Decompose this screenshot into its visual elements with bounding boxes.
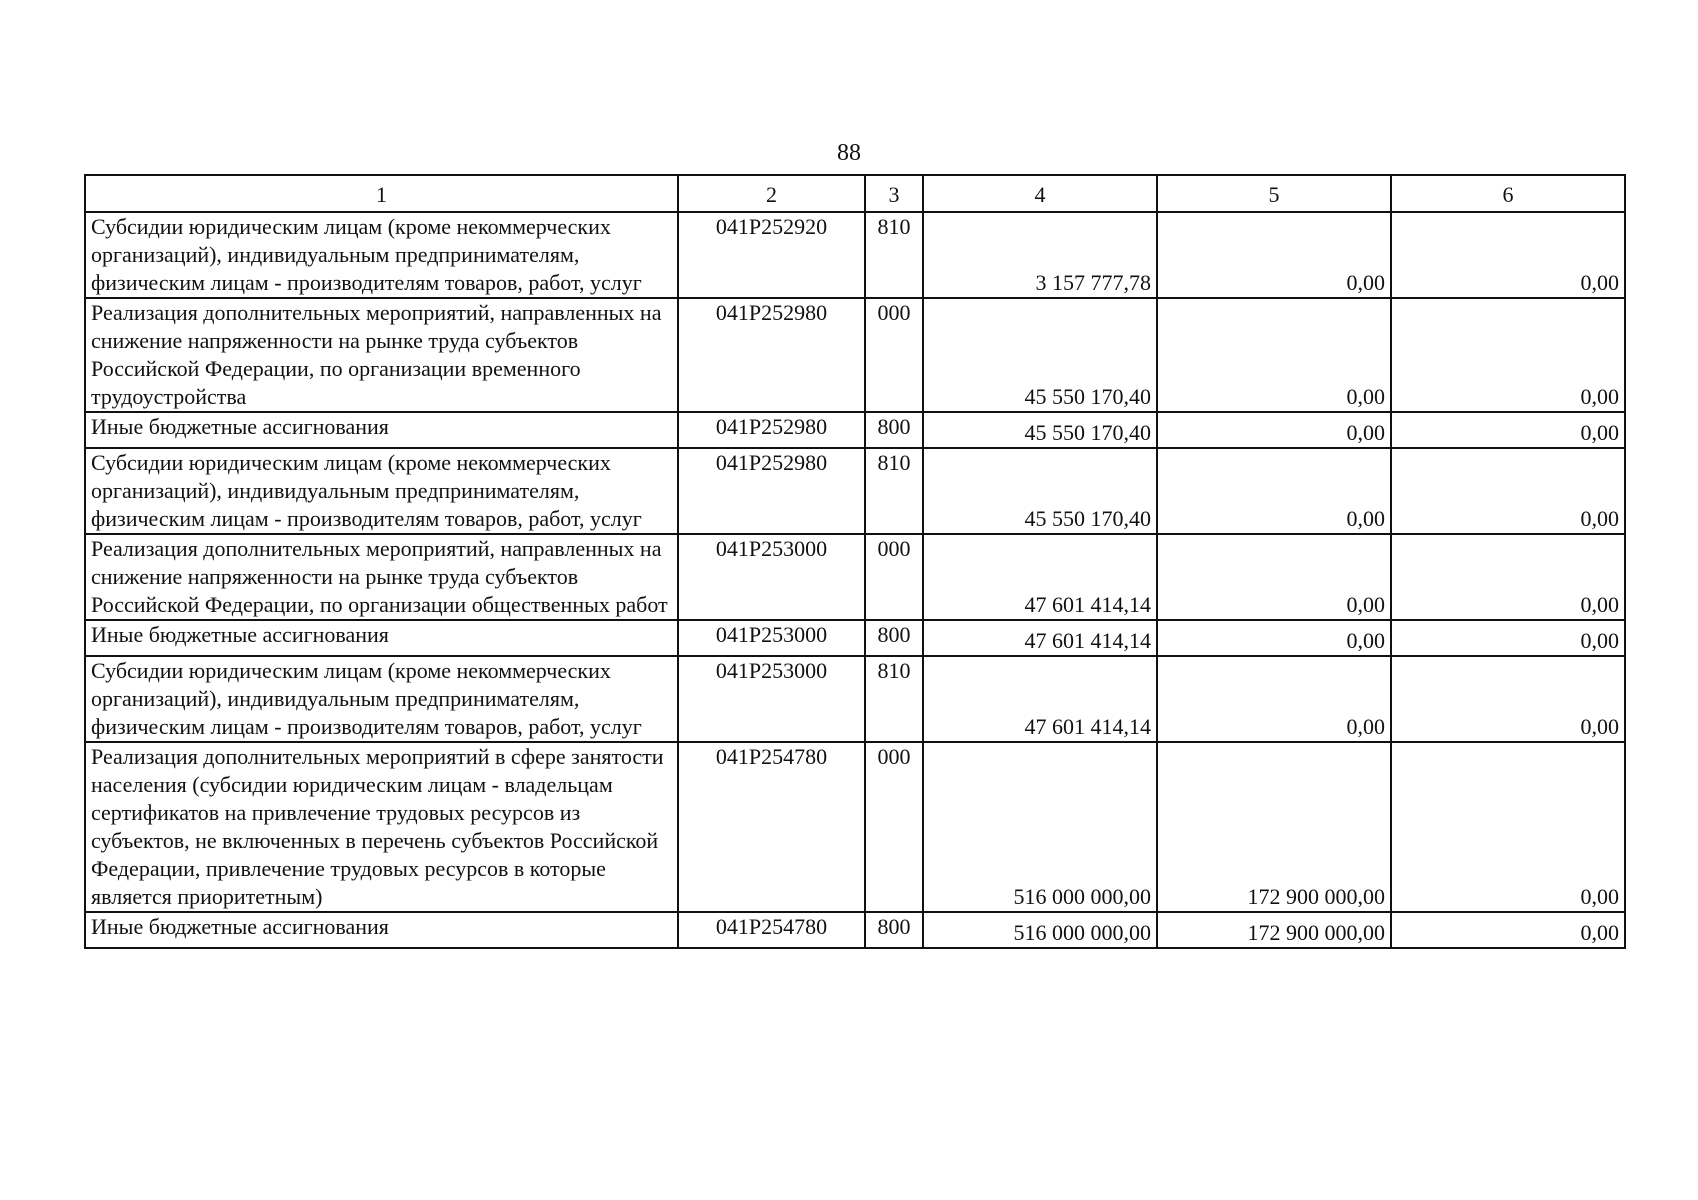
row-name: Реализация дополнительных мероприятий в сфере занятости населения (субсидии юридическим лицам - владельцам сертификатов на привлечение трудовых ресурсов из субъектов, не включенных в перечень субъектов Российской Федерации, привлечение трудовых ресурсов в которые является приоритетным) — [85, 742, 678, 912]
row-type: 800 — [865, 912, 923, 948]
column-header-5: 5 — [1157, 175, 1391, 212]
row-value-6: 0,00 — [1391, 620, 1625, 656]
row-value-6: 0,00 — [1391, 212, 1625, 298]
row-value-5: 0,00 — [1157, 620, 1391, 656]
row-type: 810 — [865, 448, 923, 534]
row-type: 000 — [865, 742, 923, 912]
row-value-6: 0,00 — [1391, 298, 1625, 412]
row-code: 041P253000 — [678, 620, 865, 656]
row-name: Реализация дополнительных мероприятий, направленных на снижение напряженности на рынке труда субъектов Российской Федерации, по организации общественных работ — [85, 534, 678, 620]
header-row — [85, 175, 1625, 212]
row-value-5: 0,00 — [1157, 534, 1391, 620]
row-type: 800 — [865, 620, 923, 656]
row-value-5: 172 900 000,00 — [1157, 742, 1391, 912]
column-header-4: 4 — [923, 175, 1157, 212]
row-value-5: 0,00 — [1157, 298, 1391, 412]
table-row — [85, 534, 1625, 620]
row-value-6: 0,00 — [1391, 412, 1625, 448]
row-name: Субсидии юридическим лицам (кроме некоммерческих организаций), индивидуальным предпринимателям, физическим лицам - производителям товаров, работ, услуг — [85, 656, 678, 742]
row-value-4: 45 550 170,40 — [923, 298, 1157, 412]
table-row — [85, 212, 1625, 298]
row-code: 041P252980 — [678, 448, 865, 534]
row-code: 041P253000 — [678, 656, 865, 742]
row-name: Субсидии юридическим лицам (кроме некоммерческих организаций), индивидуальным предпринимателям, физическим лицам - производителям товаров, работ, услуг — [85, 448, 678, 534]
row-type: 810 — [865, 656, 923, 742]
table-row — [85, 656, 1625, 742]
row-code: 041P253000 — [678, 534, 865, 620]
row-code: 041P254780 — [678, 912, 865, 948]
row-value-6: 0,00 — [1391, 912, 1625, 948]
row-type: 810 — [865, 212, 923, 298]
table-row — [85, 620, 1625, 656]
table-row — [85, 912, 1625, 948]
row-value-5: 0,00 — [1157, 412, 1391, 448]
row-value-4: 45 550 170,40 — [923, 448, 1157, 534]
row-value-5: 0,00 — [1157, 448, 1391, 534]
column-header-3: 3 — [865, 175, 923, 212]
row-name: Иные бюджетные ассигнования — [85, 412, 678, 448]
column-header-6: 6 — [1391, 175, 1625, 212]
row-name: Иные бюджетные ассигнования — [85, 620, 678, 656]
row-value-6: 0,00 — [1391, 656, 1625, 742]
row-code: 041P254780 — [678, 742, 865, 912]
row-type: 000 — [865, 534, 923, 620]
table-row — [85, 742, 1625, 912]
row-code: 041P252980 — [678, 412, 865, 448]
row-name: Реализация дополнительных мероприятий, направленных на снижение напряженности на рынке труда субъектов Российской Федерации, по организации временного трудоустройства — [85, 298, 678, 412]
budget-table — [84, 174, 1626, 949]
row-value-4: 516 000 000,00 — [923, 912, 1157, 948]
row-value-4: 45 550 170,40 — [923, 412, 1157, 448]
row-name: Субсидии юридическим лицам (кроме некоммерческих организаций), индивидуальным предпринимателям, физическим лицам - производителям товаров, работ, услуг — [85, 212, 678, 298]
row-type: 000 — [865, 298, 923, 412]
column-header-1: 1 — [85, 175, 678, 212]
row-value-5: 172 900 000,00 — [1157, 912, 1391, 948]
row-value-4: 47 601 414,14 — [923, 656, 1157, 742]
row-value-4: 47 601 414,14 — [923, 620, 1157, 656]
row-type: 800 — [865, 412, 923, 448]
row-value-4: 516 000 000,00 — [923, 742, 1157, 912]
table-row — [85, 448, 1625, 534]
row-value-5: 0,00 — [1157, 212, 1391, 298]
column-header-2: 2 — [678, 175, 865, 212]
row-value-6: 0,00 — [1391, 742, 1625, 912]
row-name: Иные бюджетные ассигнования — [85, 912, 678, 948]
row-code: 041P252980 — [678, 298, 865, 412]
row-value-6: 0,00 — [1391, 448, 1625, 534]
table-row — [85, 298, 1625, 412]
table-row — [85, 412, 1625, 448]
row-value-5: 0,00 — [1157, 656, 1391, 742]
row-value-4: 47 601 414,14 — [923, 534, 1157, 620]
row-value-6: 0,00 — [1391, 534, 1625, 620]
row-code: 041P252920 — [678, 212, 865, 298]
page-number: 88 — [837, 140, 861, 166]
row-value-4: 3 157 777,78 — [923, 212, 1157, 298]
